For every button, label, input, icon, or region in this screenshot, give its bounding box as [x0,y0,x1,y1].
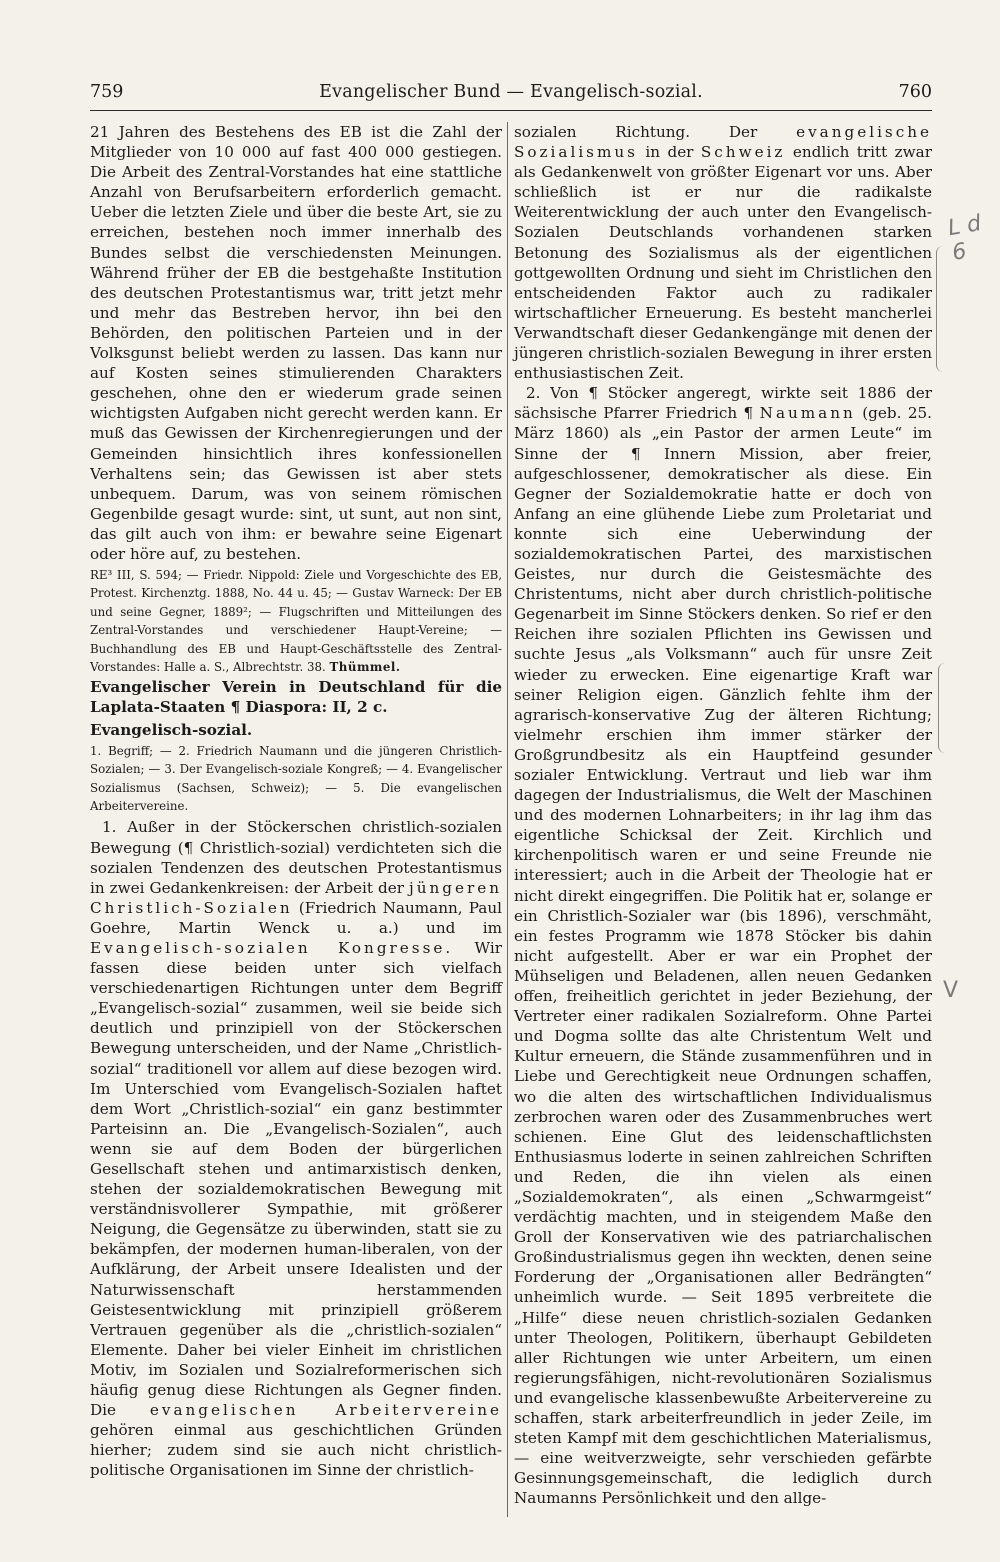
page-number-right: 760 [898,82,932,102]
left-column [90,122,502,1481]
bibliography [90,566,502,676]
pencil-annotation: L d 6 [946,210,984,266]
text-run: (Friedrich Naumann, Paul Goehre, Martin Wenck u. a.) und im [90,898,502,937]
text-run: sozialen Richtung. Der [514,123,797,141]
article-title: Evangelisch-sozial. [90,720,253,739]
article-paragraph-2 [514,383,932,1508]
pencil-margin-bracket [938,663,945,753]
spaced-term: Evangelisch-sozialen Kongresse [90,938,446,957]
cross-reference-entry: Evangelischer Verein in Deutschland für die Laplata-Staaten ¶ Diaspora: II, 2 c. [90,677,502,716]
paragraph-continuation-right [514,122,932,383]
text-run: endlich tritt zwar als Gedankenwelt von größter Eigenart vor uns. Aber schließlich ist er nur die radikalste Weiterentwicklung der auch unter den Evangelisch-Sozialen Deutschlands vorhandenen starken Betonung des Sozialismus als der eigentlichen gottgewollten Ordnung und sieht im Christlichen den entscheidenden Faktor auch zu radikaler wirtschaftlicher Erneuerung. Es besteht mancherlei Verwandtschaft dieser Gedankengänge mit denen der jüngeren christlich-sozialen Bewegung in ihrer ersten enthusiastischen Zeit. [514,143,932,383]
paragraph-continuation: 21 Jahren des Bestehens des EB ist die Zahl der Mitglieder von 10 000 auf fast 400 000 gestiegen. Die Arbeit des Zentral-Vorstandes hat eine stattliche Anzahl von Berufsarbeitern erforderlich gemacht. Ueber die letzten Ziele und über die beste Art, sie zu erreichen, bestehen noch immer innerhalb des Bundes selbst die verschiedensten Meinungen. Während früher der EB die bestgehaßte Institution des deutschen Protestantismus war, tritt jetzt mehr und mehr das Bestreben hervor, ihn bei den Behörden, den politischen Parteien und in der Volksgunst beliebt werden zu lassen. Das kann nur auf Kosten seines stimulierenden Charakters geschehen, ohne den er wiederum grade seinen wichtigsten Aufgaben nicht gerecht werden kann. Er muß das Gewissen der Kirchenregierungen und der Gemeinden hinsichtlich ihres konfessionellen Verhaltens sein; das Gewissen ist aber stets unbequem. Darum, was von seinem römischen Gegenbilde gesagt wurde: sint, ut sunt, aut non sint, das gilt auch von ihm: er bewahre seine Eigenart oder höre auf, zu bestehen. [90,123,502,563]
text-run: . Wir fassen diese beiden unter sich vielfach verschiedenartigen Richtungen unter dem Begriff „Evangelisch-sozial“ zusammen, weil sie beide sich deutlich und prinzipiell von der Stöckerschen Bewegung unterscheiden, und der Name „Christlich-sozial“ traditionell vor allem auf diese bezogen wird. Im Unterschied vom Evangelisch-Sozialen haftet dem Wort „Christlich-sozial“ ein ganz bestimmter Parteisinn an. Die „Evangelisch-Sozialen“, auch wenn sie auf dem Boden der bürgerlichen Gesellschaft stehen und antimarxistisch denken, stehen der sozialdemokratischen Bewegung mit verständnisvollerer Sympathie, mit größerer Neigung, die Gegensätze zu überwinden, statt sie zu bekämpfen, der modernen human-liberalen, von der Aufklärung, der Arbeit unsere Idealisten und der Naturwissenschaft herstammenden Geistesentwicklung mit prinzipiell größerem Vertrauen gegenüber als die „christlich-sozialen“ Elemente. Daher bei vieler Einheit im christlichen Motiv, im Sozialen und Sozialreformerischen sich häufig genug diese Richtungen als Gegner finden. Die [90,938,502,1420]
text-run: 1. Außer in der Stöckerschen christlich-sozialen Bewegung (¶ Christlich-sozial) verdichteten sich die sozialen Tendenzen des deutschen Protestantismus in zwei Gedankenkreisen: der Arbeit der [90,818,502,897]
spaced-term: evangelische Sozialismus [514,123,932,162]
page-number-left: 759 [90,82,124,102]
spaced-term: Schweiz [700,143,786,162]
article-outline: 1. Begriff; — 2. Friedrich Naumann und die jüngeren Christlich-Sozialen; — 3. Der Evangelisch-soziale Kongreß; — 4. Evangelischer Sozialismus (Sachsen, Schweiz); — 5. Die evangelischen Arbeitervereine. [90,743,502,813]
text-run: (geb. 25. März 1860) als „ein Pastor der armen Leute“ im Sinne der ¶ Innern Mission, aber freier, aufgeschlossener, demokratischer als diese. Ein Gegner der Sozialdemokratie hatte er doch von Anfang an eine glühende Liebe zum Proletariat und konnte sich eine Ueberwindung der sozialdemokratischen Partei, des marxistischen Geistes, nur durch die Geistesmächte des Christentums, nicht aber durch christlich-politische Gegenarbeit im Sinne Stöckers denken. So rief er den Reichen ihre sozialen Pflichten ins Gewissen und suchte Jesus „als Volksmann“ auch für unsre Zeit wieder zu erwecken. Eine eigenartige Kraft war seiner Religion eigen. Gänzlich fehlte ihm der agrarisch-konservative Zug der älteren Richtung; vielmehr erschien ihm immer stärker der Großgrundbesitz als ein Hauptfeind gesunder sozialer Entwicklung. Vertraut und lieb war ihm dagegen der Industrialismus, die Welt der Maschinen und des modernen Lohnarbeiters; in ihr lag ihm das eigentliche Schicksal der Zeit. Kirchlich und kirchenpolitisch waren er und seine Freunde nie interessiert; auch in die Arbeit der Theologie hat er nicht direkt eingegriffen. Die Politik hat er, solange er ein Christlich-Sozialer war (bis 1896), verschmäht, ein festes Programm wie 1878 Stöcker bis dahin nicht aufgestellt. Aber er war ein Prophet der Mühseligen und Beladenen, allen neuen Gedanken offen, freiheitlich gerichtet in jeder Beziehung, der Vertreter einer radikalen Sozialreform. Ohne Partei und Dogma sollte das alte Christentum Welt und Kultur erneuern, die Stände zusammenführen und in Liebe und Gerechtigkeit neue Ordnungen schaffen, wo die alten des wirtschaftlichen Individualismus zerbrochen waren oder des Zusammenbruches wert schienen. Eine Glut des leidenschaftlichsten Enthusiasmus loderte in seinen zahlreichen Schriften und Reden, die ihn vielen als einen „Sozialdemokraten“, als einen „Schwarmgeist“ verdächtig machten, und in steigendem Maße den Groll der Konservativen wie des patriarchalischen Großindustrialismus gegen ihn weckten, denen seine Forderung der „Organisationen aller Bedrängten“ unheimlich wurde. — Seit 1895 verbreitete die „Hilfe“ diese neuen christlich-sozialen Gedanken unter Theologen, Politikern, überhaupt Gebildeten aller Richtungen wie unter Arbeitern, um einen regierungsfähigen, nicht-revolutionären Sozialismus und evangelische klassenbewußte Arbeitervereine zu schaffen, stark arbeiterfreundlich in jeder Zeile, im steten Kampf mit dem geschichtlichen Materialismus, — eine weitverzweigte, sehr verschieden gefärbte Gesinnungsgemeinschaft, die lediglich durch Naumanns Persönlichkeit und den allge- [514,404,932,1508]
text-run: gehören einmal aus geschichtlichen Gründen hierher; zudem sind sie auch nicht christlich-politische Organisationen im Sinne der christlich- [90,1421,502,1480]
text-run: in der [637,143,701,162]
column-divider [507,122,508,1517]
text-run: 2. Von ¶ Stöcker angeregt, wirkte seit 1886 der sächsische Pfarrer Friedrich ¶ [514,384,932,423]
bibliography-text: RE³ III, S. 594; — Friedr. Nippold: Ziele und Vorgeschichte des EB, Protest. Kirchenztg. 1888, No. 44 u. 45; — Gustav Warneck: Der EB und seine Gegner, 1889²; — Flugschriften und Mitteilungen des Zentral-Vorstandes und verschiedener Haupt-Vereine; — Buchhandlung des EB und Haupt-Geschäftsstelle des Zentral-Vorstandes: Halle a. S., Albrechtstr. 38. [90,568,502,675]
author-signature: Thümmel. [329,660,401,675]
running-head: Evangelischer Bund — Evangelisch-sozial. [319,82,703,102]
article-paragraph-1 [90,817,502,1480]
pencil-annotation: V [943,978,959,1003]
spaced-term: Naumann [759,404,856,423]
pencil-margin-bracket [936,246,943,372]
page-header [90,78,932,111]
spaced-term: jüngeren Christlich-Sozialen [90,878,502,917]
spaced-term: evangelischen Arbeitervereine [149,1401,502,1420]
right-column [514,122,932,1508]
